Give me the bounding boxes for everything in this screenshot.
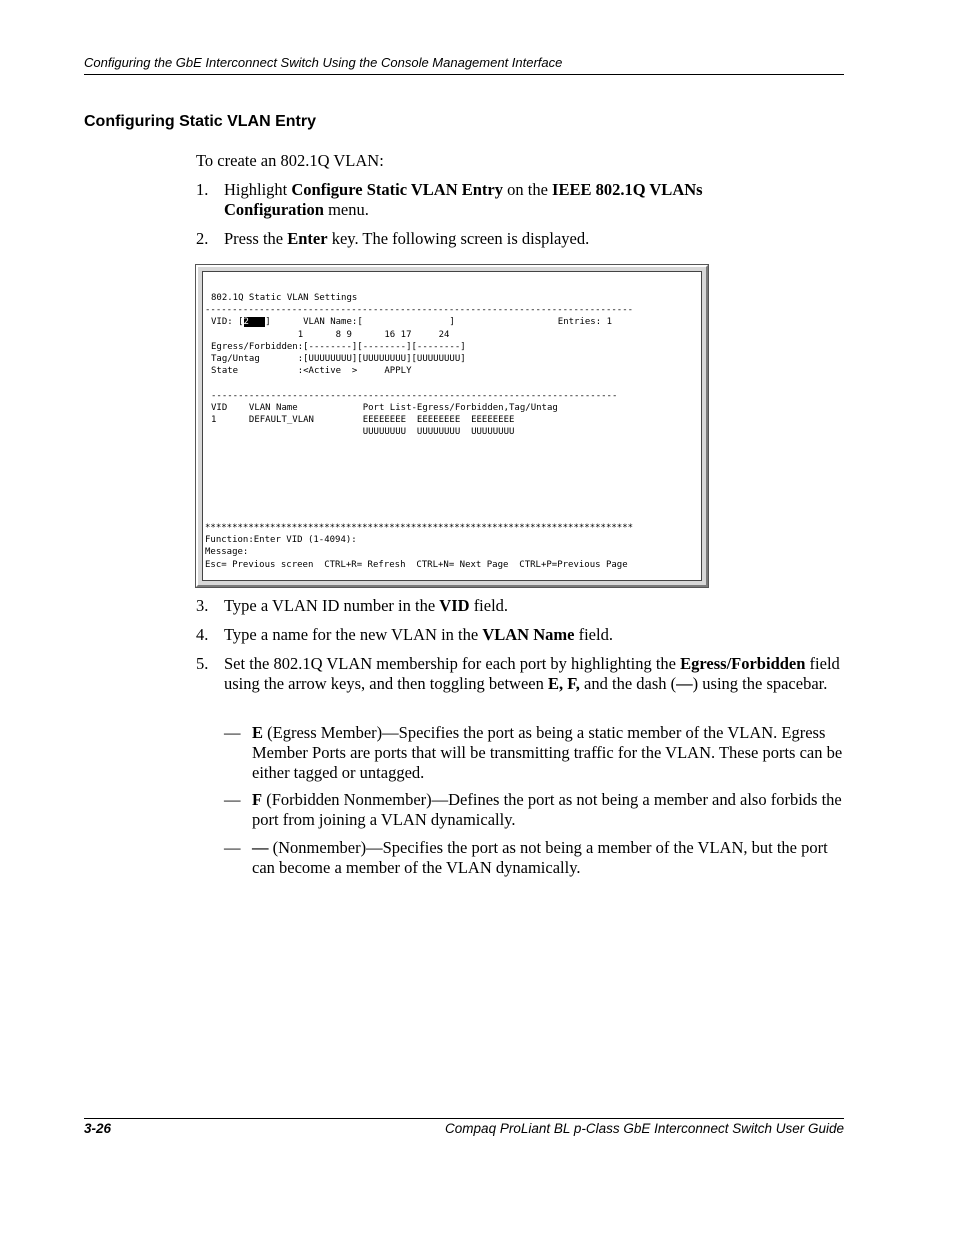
step-number: 3. — [196, 596, 209, 615]
text-run: Type a VLAN ID number in the — [224, 596, 440, 615]
terminal-text — [205, 292, 634, 438]
bold-term: VID — [439, 596, 470, 615]
text-run: on the — [503, 180, 553, 199]
key-help-line: Esc= Previous screen CTRL+R= Refresh CTRL+N= Next Page CTRL+P=Previous Page — [205, 559, 628, 570]
terminal-screenshot — [196, 265, 708, 587]
function-line: Function:Enter VID (1-4094): — [205, 535, 357, 546]
text-run: ) using the spacebar. — [692, 674, 828, 693]
tag-untag-row[interactable]: Tag/Untag :[UUUUUUUU][UUUUUUUU][UUUUUUUU] — [211, 353, 466, 364]
text-run: and the dash ( — [579, 674, 677, 693]
footer-divider — [84, 1118, 844, 1119]
vid-label: VID: [ — [211, 317, 244, 328]
terminal-footer — [205, 522, 633, 571]
step-5 — [196, 654, 844, 694]
sub-item-text — [252, 790, 844, 830]
terminal-title: 802.1Q Static VLAN Settings — [211, 293, 358, 303]
vlan-name-field[interactable]: ] VLAN Name:[ ] Entries: 1 — [265, 317, 612, 328]
step-number: 1. — [196, 180, 209, 199]
sub-item-nonmember — [224, 838, 844, 878]
list-header: VID VLAN Name Port List-Egress/Forbidden,Tag/Untag — [211, 402, 558, 413]
vid-row — [211, 316, 633, 328]
blank-line — [211, 377, 633, 389]
step-1 — [196, 180, 844, 220]
text-run: field. — [574, 625, 613, 644]
sub-item-text — [252, 838, 844, 878]
bold-term: F — [252, 790, 263, 809]
step-text — [224, 596, 844, 616]
text-run: Type a name for the new VLAN in the — [224, 625, 483, 644]
bold-term: — — [676, 674, 693, 693]
step-number: 4. — [196, 625, 209, 644]
step-4 — [196, 625, 844, 645]
bold-term: E — [252, 723, 264, 742]
text-run: Set the 802.1Q VLAN membership for each port by highlighting the — [224, 654, 681, 673]
bold-term: — — [252, 838, 269, 857]
bold-term: Configure Static VLAN Entry — [291, 180, 503, 199]
text-run: menu. — [323, 200, 369, 219]
list-separator: --------------------------------------------------------------------------- — [211, 390, 618, 401]
step-number: 5. — [196, 654, 209, 673]
text-run: (Egress Member)—Specifies the port as being a static member of the VLAN. Egress Member Ports are ports that will be transmitting traffic for the VLAN. These ports can be either tagged or untagged. — [252, 723, 843, 782]
sub-item-forbidden — [224, 790, 844, 830]
bold-term: VLAN Name — [482, 625, 575, 644]
step-text — [224, 654, 844, 694]
text-run: (Nonmember)—Specifies the port as not being a member of the VLAN, but the port can become a member of the VLAN dynamically. — [252, 838, 828, 877]
message-line: Message: — [205, 547, 249, 558]
step-text — [224, 180, 744, 220]
vid-field[interactable]: 2 — [243, 317, 266, 328]
sub-item-egress — [224, 723, 844, 783]
step-number: 2. — [196, 229, 209, 248]
dash-bullet: — — [224, 790, 241, 809]
footer-book-title: Compaq ProLiant BL p-Class GbE Interconnect Switch User Guide — [445, 1121, 844, 1136]
step-text — [224, 625, 844, 645]
dash-bullet: — — [224, 838, 241, 857]
terminal-separator: ------------------------------------------------------------------------------- — [205, 305, 634, 316]
intro-text: To create an 802.1Q VLAN: — [196, 151, 384, 170]
state-row[interactable]: State :<Active > APPLY — [211, 366, 412, 377]
running-header: Configuring the GbE Interconnect Switch Using the Console Management Interface — [84, 55, 844, 75]
terminal-stars: ******************************************************************************* — [205, 523, 634, 533]
section-title: Configuring Static VLAN Entry — [84, 113, 316, 130]
list-row: UUUUUUUU UUUUUUUU UUUUUUUU — [211, 427, 515, 438]
bold-term: Enter — [287, 229, 328, 248]
egress-forbidden-row[interactable]: Egress/Forbidden:[--------][--------][--------] — [211, 341, 466, 352]
text-run: key. The following screen is displayed. — [327, 229, 590, 248]
port-numbers: 1 8 9 16 17 24 — [211, 329, 450, 340]
step-2 — [196, 229, 844, 249]
bold-term: E, F, — [547, 674, 580, 693]
terminal-screen — [202, 271, 702, 581]
page-number: 3-26 — [84, 1121, 112, 1136]
bold-term: IEEE 802.1Q VLANs Configuration — [224, 180, 703, 219]
sub-item-text — [252, 723, 844, 783]
text-run: Highlight — [224, 180, 292, 199]
dash-bullet: — — [224, 723, 241, 742]
text-run: (Forbidden Nonmember)—Defines the port as not being a member and also forbids the port from joining a VLAN dynamically. — [252, 790, 842, 829]
list-row: 1 DEFAULT_VLAN EEEEEEEE EEEEEEEE EEEEEEEE — [211, 414, 515, 425]
bold-term: Egress/Forbidden — [680, 654, 806, 673]
text-run: field using the arrow keys, and then toggling between — [224, 654, 840, 693]
step-text — [224, 229, 844, 249]
step-3 — [196, 596, 844, 616]
text-run: Press the — [224, 229, 288, 248]
text-run: field. — [469, 596, 509, 615]
